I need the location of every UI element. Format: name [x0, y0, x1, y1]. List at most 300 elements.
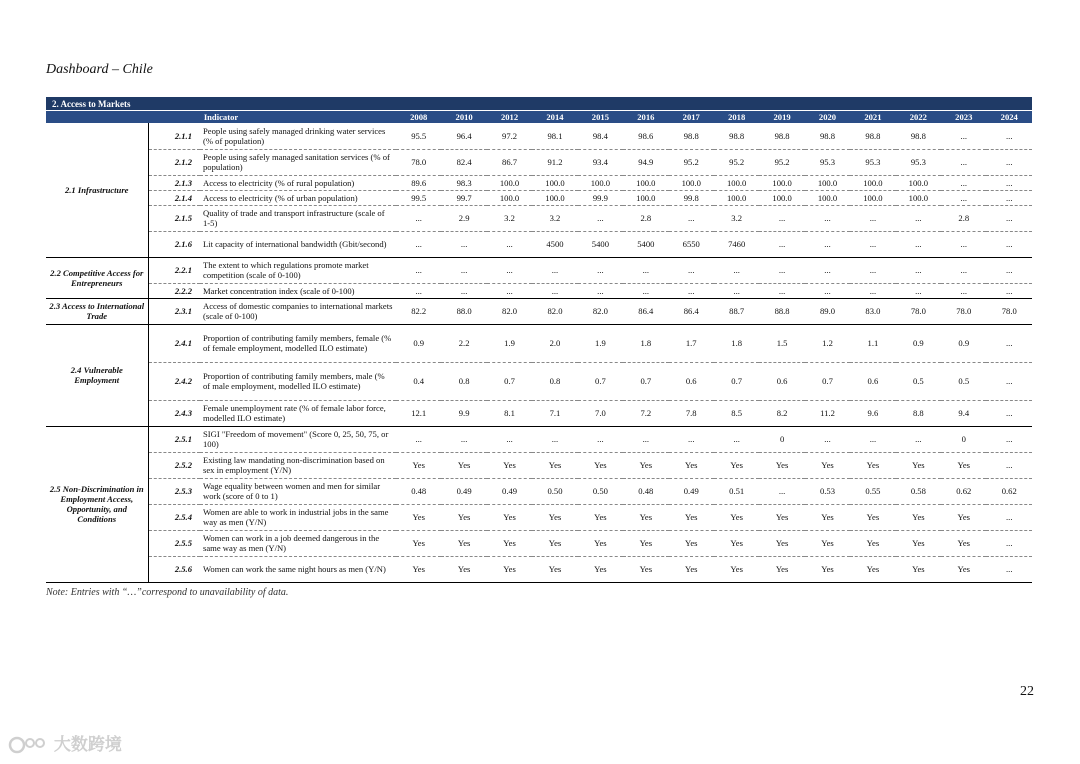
year-header: 2015 [578, 111, 623, 124]
indicator-code: 2.5.3 [148, 478, 200, 504]
value-cell: 0.9 [941, 324, 986, 362]
value-cell: ... [986, 190, 1032, 205]
value-cell: 100.0 [714, 175, 759, 190]
year-header: 2010 [441, 111, 486, 124]
table-row [46, 283, 1032, 298]
value-cell: 95.5 [396, 123, 441, 149]
value-cell: 8.2 [759, 400, 804, 426]
section-header-row [46, 97, 1032, 111]
value-cell: 1.2 [805, 324, 850, 362]
value-cell: Yes [805, 452, 850, 478]
value-cell: Yes [487, 504, 532, 530]
value-cell: ... [941, 190, 986, 205]
value-cell: 0.51 [714, 478, 759, 504]
value-cell: 98.3 [441, 175, 486, 190]
value-cell: 0.58 [896, 478, 941, 504]
value-cell: 0.48 [623, 478, 668, 504]
value-cell: Yes [805, 504, 850, 530]
value-cell: 0.5 [941, 362, 986, 400]
value-cell: Yes [532, 452, 577, 478]
value-cell: 7.2 [623, 400, 668, 426]
value-cell: 7.0 [578, 400, 623, 426]
value-cell: 88.7 [714, 298, 759, 324]
value-cell: ... [759, 283, 804, 298]
value-cell: Yes [896, 556, 941, 582]
value-cell: 12.1 [396, 400, 441, 426]
value-cell: 88.0 [441, 298, 486, 324]
value-cell: 100.0 [850, 190, 895, 205]
watermark [8, 730, 122, 756]
value-cell: 0.7 [623, 362, 668, 400]
value-cell: ... [578, 205, 623, 231]
indicator-code: 2.1.5 [148, 205, 200, 231]
value-cell: 100.0 [623, 175, 668, 190]
year-header: 2018 [714, 111, 759, 124]
value-cell: Yes [896, 504, 941, 530]
column-header-row [46, 111, 1032, 124]
value-cell: 82.4 [441, 149, 486, 175]
table-row [46, 324, 1032, 362]
table-row [46, 556, 1032, 582]
table-row [46, 175, 1032, 190]
value-cell: ... [896, 257, 941, 283]
table-row [46, 149, 1032, 175]
value-cell: ... [986, 175, 1032, 190]
indicator-code: 2.1.3 [148, 175, 200, 190]
value-cell: ... [714, 426, 759, 452]
value-cell: 100.0 [578, 175, 623, 190]
indicator-code: 2.2.1 [148, 257, 200, 283]
table-row [46, 123, 1032, 149]
value-cell: Yes [578, 504, 623, 530]
value-cell: 0.49 [669, 478, 714, 504]
value-cell: 1.9 [578, 324, 623, 362]
year-header: 2020 [805, 111, 850, 124]
value-cell: ... [850, 231, 895, 257]
value-cell: 96.4 [441, 123, 486, 149]
value-cell: ... [487, 257, 532, 283]
value-cell: ... [669, 426, 714, 452]
indicator-label: Women can work the same night hours as men (Y/N) [200, 556, 396, 582]
value-cell: 0.9 [896, 324, 941, 362]
value-cell: 78.0 [396, 149, 441, 175]
group-label: 2.1 Infrastructure [46, 123, 148, 257]
value-cell: ... [396, 257, 441, 283]
value-cell: 95.2 [714, 149, 759, 175]
value-cell: 0.50 [578, 478, 623, 504]
value-cell: 82.2 [396, 298, 441, 324]
value-cell: Yes [759, 452, 804, 478]
value-cell: Yes [578, 556, 623, 582]
value-cell: Yes [941, 556, 986, 582]
table-row [46, 504, 1032, 530]
value-cell: 0.8 [441, 362, 486, 400]
value-cell: 95.3 [850, 149, 895, 175]
page-title: Dashboard – Chile [46, 62, 153, 77]
value-cell: 86.7 [487, 149, 532, 175]
value-cell: ... [941, 257, 986, 283]
value-cell: Yes [941, 530, 986, 556]
value-cell: 0 [759, 426, 804, 452]
value-cell: 100.0 [759, 175, 804, 190]
value-cell: Yes [396, 556, 441, 582]
value-cell: 0.8 [532, 362, 577, 400]
value-cell: 89.0 [805, 298, 850, 324]
value-cell: 100.0 [759, 190, 804, 205]
year-header: 2008 [396, 111, 441, 124]
value-cell: Yes [441, 452, 486, 478]
table-row [46, 400, 1032, 426]
indicator-code: 2.5.2 [148, 452, 200, 478]
value-cell: ... [623, 426, 668, 452]
value-cell: 100.0 [532, 190, 577, 205]
value-cell: 100.0 [805, 175, 850, 190]
value-cell: 0.5 [896, 362, 941, 400]
indicator-code: 2.4.1 [148, 324, 200, 362]
value-cell: 98.8 [896, 123, 941, 149]
indicator-code: 2.2.2 [148, 283, 200, 298]
value-cell: 9.9 [441, 400, 486, 426]
value-cell: ... [441, 283, 486, 298]
value-cell: 91.2 [532, 149, 577, 175]
table-row [46, 426, 1032, 452]
year-header: 2012 [487, 111, 532, 124]
value-cell: Yes [759, 556, 804, 582]
indicator-label: Proportion of contributing family members, female (% of female employment, modelled ILO estimate) [200, 324, 396, 362]
value-cell: ... [396, 283, 441, 298]
value-cell: ... [941, 149, 986, 175]
value-cell: 6550 [669, 231, 714, 257]
year-header: 2014 [532, 111, 577, 124]
value-cell: ... [669, 283, 714, 298]
group-label: 2.2 Competitive Access for Entrepreneurs [46, 257, 148, 298]
value-cell: 98.1 [532, 123, 577, 149]
value-cell: ... [941, 231, 986, 257]
value-cell: ... [986, 504, 1032, 530]
value-cell: 98.8 [850, 123, 895, 149]
value-cell: Yes [759, 504, 804, 530]
value-cell: ... [850, 205, 895, 231]
indicator-label: Wage equality between women and men for similar work (score of 0 to 1) [200, 478, 396, 504]
value-cell: ... [759, 257, 804, 283]
value-cell: ... [850, 426, 895, 452]
indicator-label: Market concentration index (scale of 0-100) [200, 283, 396, 298]
value-cell: 0.7 [714, 362, 759, 400]
value-cell: Yes [396, 530, 441, 556]
indicator-code: 2.5.4 [148, 504, 200, 530]
value-cell: ... [986, 149, 1032, 175]
indicator-code: 2.5.5 [148, 530, 200, 556]
value-cell: 82.0 [487, 298, 532, 324]
group-label: 2.3 Access to International Trade [46, 298, 148, 324]
value-cell: ... [623, 257, 668, 283]
value-cell: ... [805, 205, 850, 231]
value-cell: ... [850, 283, 895, 298]
value-cell: ... [896, 426, 941, 452]
value-cell: 95.2 [669, 149, 714, 175]
value-cell: ... [805, 426, 850, 452]
value-cell: 78.0 [986, 298, 1032, 324]
value-cell: 86.4 [623, 298, 668, 324]
value-cell: ... [986, 283, 1032, 298]
value-cell: ... [759, 478, 804, 504]
section-title: 2. Access to Markets [46, 97, 1032, 111]
indicator-label: Access to electricity (% of urban population) [200, 190, 396, 205]
year-header: 2023 [941, 111, 986, 124]
value-cell: Yes [532, 504, 577, 530]
value-cell: Yes [714, 556, 759, 582]
value-cell: 100.0 [896, 175, 941, 190]
indicator-label: Women can work in a job deemed dangerous in the same way as men (Y/N) [200, 530, 396, 556]
indicator-label: SIGI "Freedom of movement" (Score 0, 25, 50, 75, or 100) [200, 426, 396, 452]
value-cell: 1.5 [759, 324, 804, 362]
value-cell: 3.2 [714, 205, 759, 231]
indicator-label: Women are able to work in industrial jobs in the same way as men (Y/N) [200, 504, 396, 530]
dashboard-table [46, 97, 1032, 583]
value-cell: 1.1 [850, 324, 895, 362]
value-cell: 89.6 [396, 175, 441, 190]
value-cell: 98.8 [714, 123, 759, 149]
value-cell: Yes [714, 530, 759, 556]
value-cell: 0 [941, 426, 986, 452]
indicator-code: 2.5.6 [148, 556, 200, 582]
value-cell: Yes [669, 504, 714, 530]
value-cell: 0.7 [487, 362, 532, 400]
value-cell: 0.55 [850, 478, 895, 504]
value-cell: Yes [623, 452, 668, 478]
indicator-code: 2.4.3 [148, 400, 200, 426]
value-cell: ... [487, 231, 532, 257]
indicator-label: People using safely managed sanitation services (% of population) [200, 149, 396, 175]
value-cell: 3.2 [487, 205, 532, 231]
year-header: 2017 [669, 111, 714, 124]
value-cell: 0.62 [986, 478, 1032, 504]
value-cell: ... [896, 231, 941, 257]
table-row [46, 452, 1032, 478]
value-cell: ... [850, 257, 895, 283]
value-cell: 98.4 [578, 123, 623, 149]
indicator-label: Quality of trade and transport infrastructure (scale of 1-5) [200, 205, 396, 231]
year-header: 2016 [623, 111, 668, 124]
value-cell: 98.6 [623, 123, 668, 149]
value-cell: 82.0 [578, 298, 623, 324]
value-cell: 0.49 [487, 478, 532, 504]
value-cell: 11.2 [805, 400, 850, 426]
value-cell: 99.8 [669, 190, 714, 205]
value-cell: 100.0 [669, 175, 714, 190]
value-cell: ... [986, 400, 1032, 426]
indicator-label: Access to electricity (% of rural population) [200, 175, 396, 190]
value-cell: 83.0 [850, 298, 895, 324]
value-cell: 0.4 [396, 362, 441, 400]
value-cell: 99.7 [441, 190, 486, 205]
value-cell: 8.1 [487, 400, 532, 426]
value-cell: 4500 [532, 231, 577, 257]
value-cell: 0.6 [669, 362, 714, 400]
table-row [46, 231, 1032, 257]
value-cell: 0.48 [396, 478, 441, 504]
value-cell: ... [578, 426, 623, 452]
value-cell: 7.8 [669, 400, 714, 426]
value-cell: 2.9 [441, 205, 486, 231]
value-cell: Yes [669, 556, 714, 582]
value-cell: 0.53 [805, 478, 850, 504]
value-cell: 5400 [623, 231, 668, 257]
value-cell: ... [986, 556, 1032, 582]
value-cell: Yes [578, 530, 623, 556]
table-row [46, 478, 1032, 504]
indicator-label: Existing law mandating non-discrimination based on sex in employment (Y/N) [200, 452, 396, 478]
value-cell: ... [396, 426, 441, 452]
value-cell: 0.50 [532, 478, 577, 504]
value-cell: ... [986, 530, 1032, 556]
value-cell: Yes [805, 556, 850, 582]
value-cell: 1.7 [669, 324, 714, 362]
value-cell: ... [669, 205, 714, 231]
value-cell: Yes [487, 452, 532, 478]
value-cell: Yes [441, 530, 486, 556]
value-cell: Yes [850, 504, 895, 530]
value-cell: 99.9 [578, 190, 623, 205]
value-cell: ... [623, 283, 668, 298]
value-cell: 95.2 [759, 149, 804, 175]
indicator-code: 2.1.1 [148, 123, 200, 149]
value-cell: 1.9 [487, 324, 532, 362]
value-cell: 100.0 [714, 190, 759, 205]
value-cell: Yes [441, 504, 486, 530]
watermark-text: 大数跨境 [53, 735, 122, 755]
value-cell: ... [441, 257, 486, 283]
value-cell: Yes [941, 504, 986, 530]
value-cell: ... [805, 257, 850, 283]
value-cell: ... [532, 257, 577, 283]
value-cell: 78.0 [941, 298, 986, 324]
value-cell: Yes [669, 530, 714, 556]
value-cell: Yes [532, 530, 577, 556]
value-cell: 100.0 [896, 190, 941, 205]
value-cell: 95.3 [896, 149, 941, 175]
value-cell: 100.0 [487, 190, 532, 205]
value-cell: ... [441, 426, 486, 452]
table-row [46, 298, 1032, 324]
indicator-label: Lit capacity of international bandwidth (Gbit/second) [200, 231, 396, 257]
indicator-code: 2.1.4 [148, 190, 200, 205]
value-cell: 0.49 [441, 478, 486, 504]
indicator-label: People using safely managed drinking water services (% of population) [200, 123, 396, 149]
year-header: 2024 [986, 111, 1032, 124]
value-cell: ... [986, 324, 1032, 362]
indicator-code: 2.5.1 [148, 426, 200, 452]
value-cell: 0.9 [396, 324, 441, 362]
footnote: Note: Entries with “…”correspond to unavailability of data. [46, 587, 289, 598]
value-cell: 78.0 [896, 298, 941, 324]
value-cell: Yes [623, 530, 668, 556]
value-cell: Yes [896, 452, 941, 478]
value-cell: ... [669, 257, 714, 283]
value-cell: ... [986, 257, 1032, 283]
value-cell: 97.2 [487, 123, 532, 149]
value-cell: 86.4 [669, 298, 714, 324]
watermark-logo-icon [8, 734, 48, 756]
value-cell: 0.7 [578, 362, 623, 400]
indicator-label: Proportion of contributing family members, male (% of male employment, modelled ILO estimate) [200, 362, 396, 400]
year-header: 2022 [896, 111, 941, 124]
indicator-label: Female unemployment rate (% of female labor force, modelled ILO estimate) [200, 400, 396, 426]
value-cell: Yes [805, 530, 850, 556]
value-cell: ... [986, 362, 1032, 400]
value-cell: 2.8 [623, 205, 668, 231]
value-cell: Yes [850, 556, 895, 582]
value-cell: ... [532, 283, 577, 298]
value-cell: ... [805, 231, 850, 257]
value-cell: 95.3 [805, 149, 850, 175]
table-row [46, 257, 1032, 283]
value-cell: 0.62 [941, 478, 986, 504]
value-cell: 7460 [714, 231, 759, 257]
value-cell: ... [986, 123, 1032, 149]
value-cell: ... [714, 257, 759, 283]
value-cell: Yes [850, 530, 895, 556]
value-cell: 100.0 [487, 175, 532, 190]
value-cell: 1.8 [714, 324, 759, 362]
group-label: 2.4 Vulnerable Employment [46, 324, 148, 426]
value-cell: Yes [850, 452, 895, 478]
value-cell: Yes [714, 504, 759, 530]
value-cell: Yes [669, 452, 714, 478]
value-cell: ... [986, 452, 1032, 478]
value-cell: Yes [623, 504, 668, 530]
page-number: 22 [1020, 684, 1034, 699]
value-cell: ... [941, 123, 986, 149]
indicator-code: 2.1.6 [148, 231, 200, 257]
value-cell: 93.4 [578, 149, 623, 175]
value-cell: Yes [759, 530, 804, 556]
value-cell: Yes [532, 556, 577, 582]
value-cell: 100.0 [532, 175, 577, 190]
value-cell: Yes [714, 452, 759, 478]
value-cell: 8.5 [714, 400, 759, 426]
value-cell: 2.8 [941, 205, 986, 231]
value-cell: 100.0 [805, 190, 850, 205]
value-cell: Yes [896, 530, 941, 556]
value-cell: ... [986, 231, 1032, 257]
value-cell: Yes [623, 556, 668, 582]
value-cell: Yes [396, 452, 441, 478]
value-cell: 94.9 [623, 149, 668, 175]
value-cell: 98.8 [759, 123, 804, 149]
value-cell: 98.8 [669, 123, 714, 149]
value-cell: 88.8 [759, 298, 804, 324]
value-cell: Yes [396, 504, 441, 530]
indicator-code: 2.3.1 [148, 298, 200, 324]
value-cell: 2.2 [441, 324, 486, 362]
value-cell: 100.0 [850, 175, 895, 190]
value-cell: ... [941, 175, 986, 190]
value-cell: ... [578, 257, 623, 283]
value-cell: 82.0 [532, 298, 577, 324]
value-cell: ... [396, 205, 441, 231]
indicator-label: Access of domestic companies to international markets (scale of 0-100) [200, 298, 396, 324]
value-cell: Yes [941, 452, 986, 478]
table-body [46, 123, 1032, 582]
value-cell: 9.6 [850, 400, 895, 426]
value-cell: ... [487, 283, 532, 298]
value-cell: ... [396, 231, 441, 257]
value-cell: Yes [487, 530, 532, 556]
value-cell: 0.6 [759, 362, 804, 400]
value-cell: ... [759, 231, 804, 257]
value-cell: ... [714, 283, 759, 298]
